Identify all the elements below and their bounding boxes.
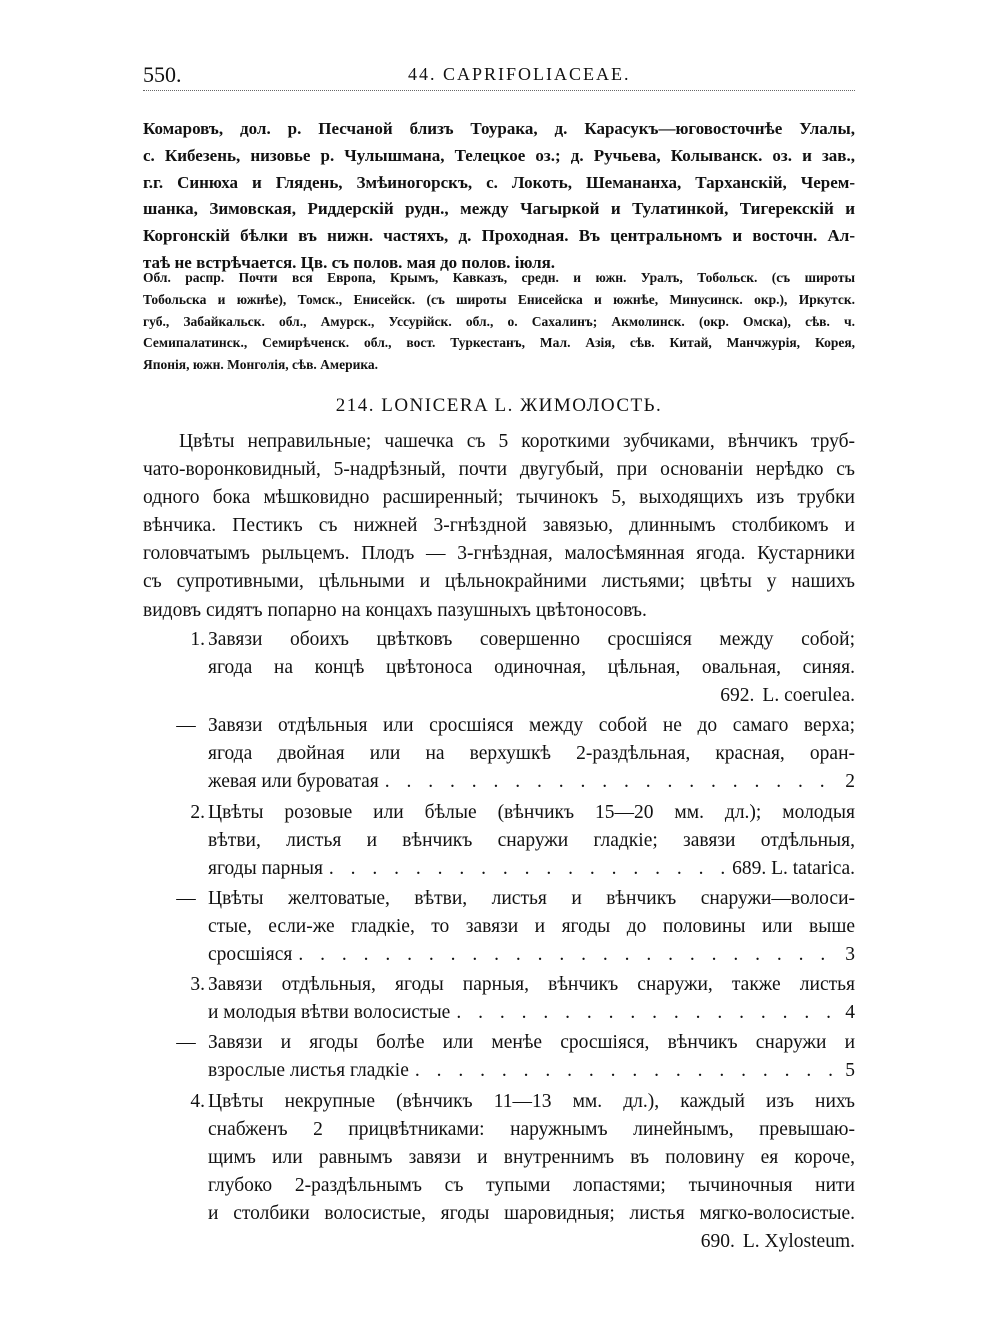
text-line: ягода на концѣ цвѣтоноса одиночная, цѣльная, овальная, синяя. [208,657,855,679]
text-line: с. Кибезень, низовье р. Чулышмана, Телецкое оз.; д. Ручьева, Колыванск. оз. и зав., [143,145,855,165]
text-line: ягода двойная или на верхушкѣ 2-раздѣльная, красная, оран- [208,743,855,765]
key-entry [143,885,855,969]
key-marker: 2. [190,801,205,823]
key-reference: 3 [845,944,855,966]
header-rule [143,90,855,91]
species-reference: 689. L. tatarica. [732,857,855,879]
leader-text: взрослые листья гладкіе [208,1060,409,1082]
page-header [143,62,855,92]
text-line: съ супротивными, цѣльными и цѣльнокрайними листьями; цвѣты у нашихъ [143,571,855,593]
text-line: Коргонскій бѣлки въ нижн. частяхъ, д. Проходная. Въ центральномъ и восточн. Ал- [143,226,855,246]
species-name: L. coerulea. [762,685,855,707]
key-marker: 3. [190,974,205,996]
species-number: 690. [700,1230,735,1252]
key-entry [143,971,855,1027]
page-number: 550. [143,62,182,87]
key-entry [143,799,855,883]
text-line: Цвѣты желтоватые, вѣтви, листья и вѣнчикъ снаружи—волоси- [208,887,855,909]
key-reference: 4 [845,1002,855,1024]
text-line: одного бока мѣшковидно расширенный; тычинокъ 5, выходящихъ изъ трубки [143,487,855,509]
genus-description [143,428,855,625]
text-line: чато-воронковидный, 5-надрѣзный, почти двугубый, при основаніи нерѣдко съ [143,459,855,481]
running-title: 44. CAPRIFOLIACEAE. [408,64,631,84]
text-line: щимъ или равнымъ завязи и внутреннимъ въ половину ея короче, [208,1146,855,1168]
text-line: видовъ сидятъ попарно на концахъ пазушныхъ цвѣтоносовъ. [143,599,647,621]
text-line: глубоко 2-раздѣльнымъ съ тупыми лопастями; тычиночныя нити [208,1174,855,1196]
leader-dots [409,1057,839,1085]
species-name: L. Xylosteum. [742,1230,855,1252]
key-entry [143,626,855,710]
text-line: Цвѣты некрупные (вѣнчикъ 11—13 мм. дл.), каждый изъ нихъ [208,1090,855,1112]
species-reference [208,1228,855,1256]
key-entry [143,712,855,796]
leader-text: и молодыя вѣтви волосистые [208,1002,451,1024]
leader-line [208,941,855,969]
range-paragraph [143,267,855,376]
key-marker: 4. [190,1090,205,1112]
text-line: Завязи обоихъ цвѣтковъ совершенно сросшіяся между собой; [208,629,855,650]
text-line: снабженъ 2 прицвѣтниками: наружнымъ линейнымъ, превышаю- [208,1118,855,1140]
text-line: и столбики волосистые, ягоды шаровидныя; листья мягко-волосистые. [208,1202,855,1224]
species-reference [208,682,855,710]
text-line: Комаровъ, дол. р. Песчаной близъ Тоурака, д. Карасукъ—юговосточнѣе Улалы, [143,119,855,138]
leader-text: жевая или буроватая [208,771,379,793]
leader-text: сросшіяся [208,944,293,966]
text-line: стые, если-же гладкіе, то завязи и ягоды до половины или выше [208,915,855,937]
key-marker: — [176,1032,196,1054]
genus-heading: 214. LONICERA L. ЖИМОЛОСТЬ. [335,395,663,416]
leader-dots [323,855,726,883]
range-lead: Обл. распр. [143,270,225,285]
text-line: Тобольска и южнѣе), Томск., Енисейск. (съ широты Енисейска и южнѣе, Минусинск. окр.), Иркутск. [143,291,855,307]
leader-dots [292,941,839,969]
key-reference: 5 [845,1060,855,1082]
text-line: Японія, южн. Монголія, сѣв. Америка. [143,357,379,373]
text-line: Цвѣты неправильные; чашечка съ 5 короткими зубчиками, вѣнчикъ труб- [179,431,855,452]
range-first-text: Почти вся Европа, Крымъ, Кавказъ, средн. и южн. Уралъ, Тобольск. (съ широты [238,270,855,285]
text-line: Завязи отдѣльныя или сросшіяся между собой не до самаго верха; [208,715,855,737]
species-number: 692. [720,685,755,707]
key-entry [143,1088,855,1257]
leader-text: ягоды парныя [208,857,323,879]
identification-key [143,626,855,1258]
leader-line [208,768,855,796]
leader-line [208,855,855,883]
text-line: шанка, Зимовская, Риддерскій рудн., между Чагыркой и Тулатинкой, Тигерекскій и [143,199,855,219]
text-line: Завязи и ягоды болѣе или менѣе сросшіяся, вѣнчикъ снаружи и [208,1032,855,1054]
leader-dots [379,768,840,796]
text-line: губ., Забайкальск. обл., Амурск., Уссурійск. обл., о. Сахалинъ; Акмолинск. (окр. Омска), сѣв. ч. [143,313,855,329]
distribution-paragraph [143,116,855,277]
leader-line [208,1057,855,1085]
text-line: г.г. Синюха и Глядень, Змѣиногорскъ, с. Локоть, Шемананха, Тарханскій, Черем- [143,172,855,192]
key-reference: 2 [845,771,855,793]
key-entry [143,1029,855,1085]
leader-dots [450,999,839,1027]
text-line: вѣнчика. Пестикъ съ нижней 3-гнѣздной завязью, длиннымъ столбикомъ и [143,515,855,537]
text-line: таѣ не встрѣчается. Цв. съ полов. мая до полов. іюля. [143,252,556,272]
key-marker: — [176,715,196,737]
key-marker: 1. [190,629,205,650]
text-line: головчатымъ рыльцемъ. Плодъ — 3-гнѣздная, малосѣмянная ягода. Кустарники [143,543,855,565]
range-first-line [143,267,855,289]
text-line: Цвѣты розовые или бѣлые (вѣнчикъ 15—20 мм. дл.); молодыя [208,801,855,823]
text-line: Завязи отдѣльныя, ягоды парныя, вѣнчикъ снаружи, также листья [208,974,855,996]
text-line: Семипалатинск., Семирѣченск. обл., вост. Туркестанъ, Мал. Азія, сѣв. Китай, Манчжурія, Корея, [143,335,855,351]
leader-line [208,999,855,1027]
text-line: вѣтви, листья и вѣнчикъ снаружи гладкіе; завязи отдѣльныя, [208,829,855,851]
key-marker: — [176,887,196,909]
